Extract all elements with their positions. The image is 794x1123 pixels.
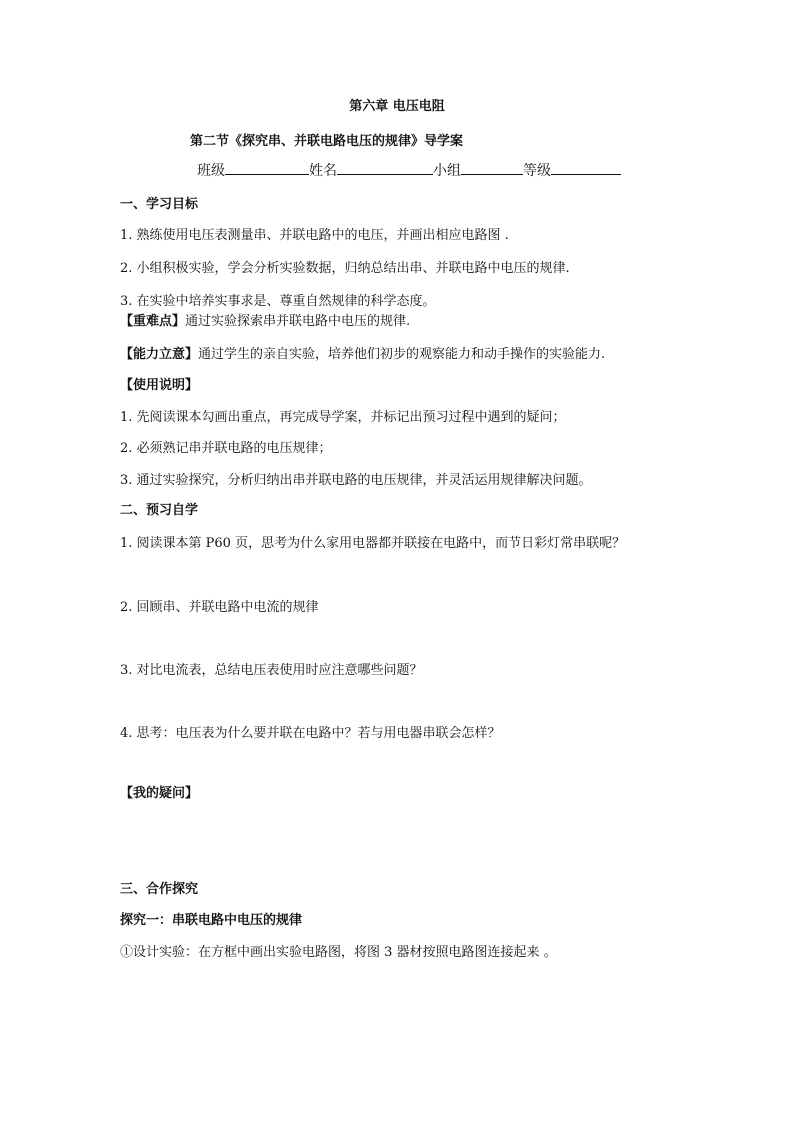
- part2-heading: 二、预习自学: [120, 503, 199, 518]
- usage-item: 3. 通过实验探究，分析归纳出串并联电路的电压规律，并灵活运用规律解决问题。: [120, 473, 592, 488]
- key-difficulty-line: [120, 310, 410, 329]
- usage-item: 2. 必须熟记串并联电路的电压规律；: [120, 441, 332, 456]
- group-label: 小组: [433, 163, 461, 179]
- ability-text: 通过学生的亲自实验，培养他们初步的观察能力和动手操作的实验能力.: [198, 347, 606, 362]
- goal-item: 2. 小组积极实验，学会分析实验数据，归纳总结出串、并联电路中电压的规律.: [120, 261, 570, 276]
- class-blank[interactable]: [225, 160, 309, 175]
- grade-label: 等级: [523, 163, 551, 179]
- class-info-line: [197, 160, 621, 180]
- question-item: 2. 回顾串、并联电路中电流的规律: [120, 600, 319, 615]
- explore1-step1: ①设计实验：在方框中画出实验电路图，将图 3 器材按照电路图连接起来 。: [120, 945, 557, 960]
- ability-line: [120, 343, 605, 362]
- section-title: 第二节《探究串、并联电路电压的规律》导学案: [190, 134, 464, 149]
- group-blank[interactable]: [461, 160, 523, 175]
- class-label: 班级: [197, 163, 225, 179]
- goal-item: 1. 熟练使用电压表测量串、并联电路中的电压，并画出相应电路图 .: [120, 228, 509, 243]
- question-item: 1. 阅读课本第 P60 页，思考为什么家用电器都并联接在电路中，而节日彩灯常串联呢？: [120, 536, 626, 551]
- grade-blank[interactable]: [551, 160, 621, 175]
- part3-heading: 三、合作探究: [120, 882, 199, 897]
- usage-item: 1. 先阅读课本勾画出重点，再完成导学案，并标记出预习过程中遇到的疑问；: [120, 410, 566, 425]
- key-difficulty-label: 【重难点】: [120, 314, 186, 329]
- usage-label: 【使用说明】: [120, 378, 199, 393]
- doubt-label: 【我的疑问】: [120, 786, 199, 801]
- name-blank[interactable]: [337, 160, 433, 175]
- question-item: 4. 思考：电压表为什么要并联在电路中？若与用电器串联会怎样？: [120, 726, 501, 741]
- chapter-title: 第六章 电压电阻: [349, 99, 445, 114]
- question-item: 3. 对比电流表，总结电压表使用时应注意哪些问题？: [120, 663, 423, 678]
- ability-label: 【能力立意】: [120, 347, 199, 362]
- goal-item: 3. 在实验中培养实事求是、尊重自然规律的科学态度。: [120, 294, 436, 309]
- name-label: 姓名: [309, 163, 337, 179]
- key-difficulty-text: 通过实验探索串并联电路中电压的规律.: [185, 314, 411, 329]
- part1-heading: 一、学习目标: [120, 197, 199, 212]
- explore1-title: 探究一：串联电路中电压的规律: [120, 913, 303, 928]
